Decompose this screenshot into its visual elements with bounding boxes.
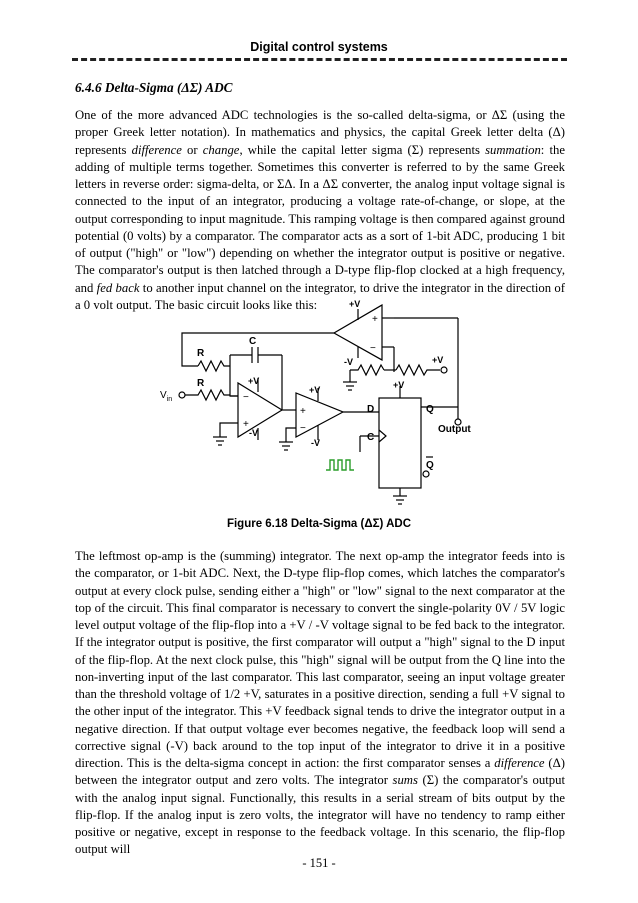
text-run: , while the capital letter sigma (Σ) represents xyxy=(239,142,486,157)
figure-caption: Figure 6.18 Delta-Sigma (ΔΣ) ADC xyxy=(226,518,412,530)
delta-sigma-circuit-diagram xyxy=(150,295,480,505)
output-label: Output xyxy=(438,424,471,435)
clock-signal-icon xyxy=(326,460,354,470)
clock-input-label: C xyxy=(367,432,375,443)
supply-positive-label: +V xyxy=(432,355,444,365)
plus-sign: + xyxy=(243,419,249,430)
resistor-label: R xyxy=(197,378,205,389)
minus-sign: − xyxy=(300,423,306,434)
supply-negative-label: -V xyxy=(344,357,353,367)
q-output-label: Q xyxy=(426,404,434,415)
vin-label: V xyxy=(160,390,167,401)
d-flip-flop xyxy=(367,380,434,504)
supply-positive-label: +V xyxy=(349,299,361,309)
text-run: One of the more advanced ADC technologies is the so-called delta-sigma, or ΔΣ (using the proper Greek letter notation). In mathematics and physics, the capital Greek letter delta (Δ) represents xyxy=(75,108,565,157)
text-run: to another input channel on the integrator, to drive the integrator in the direction of a 0 volt output. The basic circuit looks like this: xyxy=(75,280,565,312)
capacitor-label: C xyxy=(249,336,257,347)
text-run: or xyxy=(181,142,203,157)
input-network xyxy=(160,348,230,403)
text-run: The leftmost op-amp is the (summing) integrator. The next op-amp the integrator feeds into is the comparator, or 1-bit ADC. Next, the D-type flip-flop comes, which latches the comparator's output at every clock pulse, sending either a "high" or "low" signal to the next comparator at the top of the circuit. This final comparator is necessary to convert the single-polarity 0V / 5V logic level output voltage of the flip-flop into a +V / -V voltage signal to be fed back to the integrator. If the integrator output is positive, the first comparator will output a "high" signal to the D input of the flip-flop. At the next clock pulse, this "high" signal will be output from the Q line into the non-inverting input of the last comparator. This last comparator, seeing an input voltage greater than the threshold voltage of 1/2 +V, saturates in a positive direction, sending a full +V signal to the other input of the integrator. This +V feedback signal tends to drive the integrator output in a negative direction. If that output voltage ever becomes negative, the feedback loop will send a corrective signal (-V) back around to the top input of the integrator to drive it in a positive direction. This is the delta-sigma concept in action: the first comparator senses a xyxy=(75,549,565,770)
emphasis: difference xyxy=(131,142,182,157)
page-number: - 151 - xyxy=(302,856,336,870)
top-comparator xyxy=(334,299,394,367)
integrator-opamp xyxy=(213,376,282,445)
qbar-output-label: Q xyxy=(426,460,434,471)
header-rule xyxy=(72,58,567,61)
paragraph-1 xyxy=(75,107,565,314)
resistor-label: R xyxy=(197,348,205,359)
comparator-opamp xyxy=(279,385,379,450)
text-run: : the adding of multiple terms together. Sometimes this converter is referred to by the same Greek letters in reverse order: sigma-delta, or ΣΔ. In a ΔΣ converter, the analog input voltage signal is connected to the input of an integrator, producing a voltage rate-of-change, or slope, at the output corresponding to input magnitude. This ramping voltage is then compared against ground potential (0 volts) by a comparator. The comparator acts as a sort of 1-bit ADC, producing 1 bit of output ("high" or "low") depending on whether the integrator output is positive or negative. The comparator's output is then latched through a D-type flip-flop clocked at a high frequency, and xyxy=(75,142,565,295)
emphasis: summation xyxy=(485,142,541,157)
text-run: (Σ) the comparator's output with the analog input signal. Functionally, this results in a serial stream of bits output by the flip-flop. If the analog input is zero volts, the integrator will have no tendency to ramp either positive or negative, except in response to the feedback voltage. In this scenario, the flip-flop output will xyxy=(75,773,565,857)
supply-negative-label: -V xyxy=(311,438,320,448)
emphasis: difference xyxy=(494,756,545,770)
paragraph-2 xyxy=(75,548,565,859)
input-voltage-label xyxy=(160,390,172,403)
plus-sign: + xyxy=(300,406,306,417)
minus-sign: − xyxy=(243,392,249,403)
section-title: 6.4.6 Delta-Sigma (ΔΣ) ADC xyxy=(75,80,233,95)
d-input-label: D xyxy=(367,404,375,415)
supply-positive-label: +V xyxy=(309,385,321,395)
supply-negative-label: -V xyxy=(249,428,258,438)
vin-subscript: in xyxy=(166,396,173,403)
page-header: Digital control systems xyxy=(250,40,388,54)
emphasis: fed back xyxy=(96,280,140,295)
supply-positive-label: +V xyxy=(248,376,260,386)
emphasis: change xyxy=(202,142,240,157)
supply-positive-label: +V xyxy=(393,380,405,390)
emphasis: sums xyxy=(392,773,418,788)
plus-sign: + xyxy=(372,314,378,325)
minus-sign: − xyxy=(370,343,376,354)
text-run: (Δ) between the integrator output and zero volts. The integrator xyxy=(75,756,566,788)
